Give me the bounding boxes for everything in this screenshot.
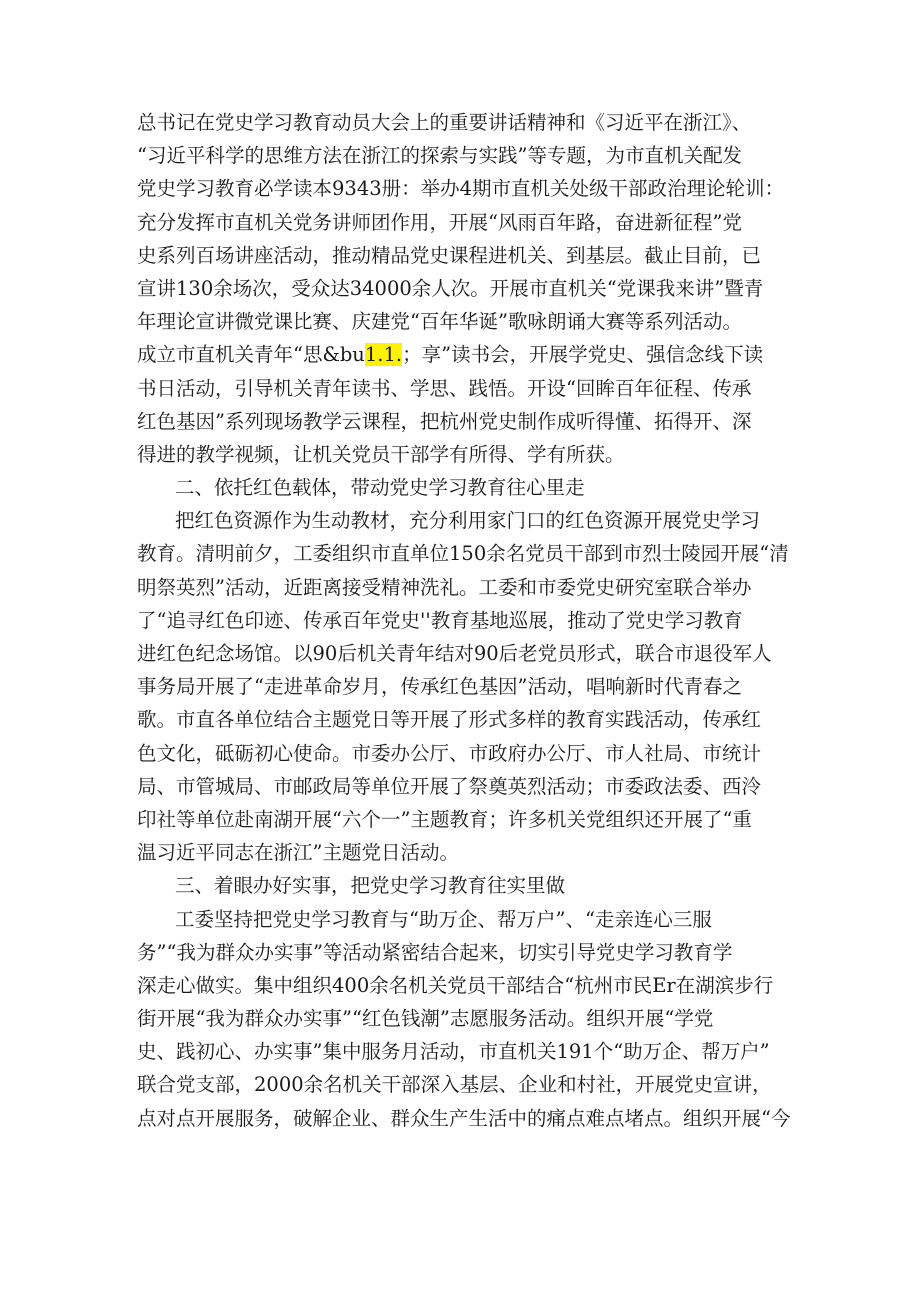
text-line: 色文化，砥砺初心使命。市委办公厅、市政府办公厅、市人社局、市统计 bbox=[137, 741, 762, 765]
text-line: “习近平科学的思维方法在浙江的探索与实践”等专题，为市直机关配发 bbox=[137, 144, 742, 168]
text-line: 了“追寻红色印迹、传承百年党史''教育基地巡展，推动了党史学习教育 bbox=[137, 608, 743, 632]
document-body bbox=[137, 106, 797, 1135]
text-line: 点对点开展服务，破解企业、群众生产生活中的痛点难点堵点。组织开展“今 bbox=[137, 1106, 791, 1130]
text-line: 街开展“我为群众办实事”“红色钱潮”志愿服务活动。组织开展“学党 bbox=[137, 1007, 714, 1031]
text-line: 红色基因”系列现场教学云课程，把杭州党史制作成听得懂、拓得开、深 bbox=[137, 409, 752, 433]
text-line: 把红色资源作为生动教材，充分利用家门口的红色资源开展党史学习 bbox=[175, 509, 761, 533]
text-line: 工委坚持把党史学习教育与“助万企、帮万户”、“走亲连心三服 bbox=[175, 907, 712, 931]
text-line: 进红色纪念场馆。以90后机关青年结对90后老党员形式，联合市退役军人 bbox=[137, 642, 772, 665]
text-line: 充分发挥市直机关党务讲师团作用，开展“风雨百年路，奋进新征程”党 bbox=[137, 210, 742, 234]
text-segment: ；享”读书会，开展学党史、强信念线下读 bbox=[402, 343, 764, 367]
text-line: 事务局开展了“走进革命岁月，传承红色基因”活动，唱响新时代青春之 bbox=[137, 675, 742, 699]
text-line: 联合党支部，2000余名机关干部深入基层、企业和村社，开展党史宣讲， bbox=[137, 1073, 772, 1097]
section-heading: 二、依托红色载体，带动党史学习教育往心里走 bbox=[175, 476, 585, 500]
text-line: 明祭英烈”活动，近距离接受精神洗礼。工委和市委党史研究室联合举办 bbox=[137, 575, 752, 599]
text-line: 务”“我为群众办实事”等活动紧密结合起来，切实引导党史学习教育学 bbox=[137, 940, 733, 964]
text-line: 史、践初心、办实事”集中服务月活动，市直机关191个“助万企、帮万户” bbox=[137, 1040, 770, 1064]
text-line: 总书记在党史学习教育动员大会上的重要讲话精神和《习近平在浙江》、 bbox=[137, 111, 752, 134]
section-heading: 三、着眼办好实事，把党史学习教育往实里做 bbox=[175, 874, 566, 898]
text-line: 年理论宣讲微党课比赛、庆建党“百年华诞”歌咏朗诵大赛等系列活动。 bbox=[137, 310, 742, 334]
text-line: 印社等单位赴南湖开展“六个一”主题教育；许多机关党组织还开展了“重 bbox=[137, 807, 752, 831]
text-line: 温习近平同志在浙江”主题党日活动。 bbox=[137, 841, 459, 865]
text-line: 得进的教学视频，让机关党员干部学有所得、学有所获。 bbox=[137, 442, 625, 466]
text-line: 宣讲130余场次，受众达34000余人次。开展市直机关“党课我来讲”暨青 bbox=[137, 276, 764, 300]
text-line: 书日活动，引导机关青年读书、学思、践悟。开设“回眸百年征程、传承 bbox=[137, 376, 752, 400]
highlighted-text: 1.1. bbox=[364, 343, 403, 367]
text-line: 深走心做实。集中组织400余名机关党员干部结合“杭州市民Er在湖滨步行 bbox=[137, 973, 774, 997]
text-line: 歌。市直各单位结合主题党日等开展了形式多样的教育实践活动，传承红 bbox=[137, 708, 762, 732]
text-line: 党史学习教育必学读本9343册：举办4期市直机关处级干部政治理论轮训： bbox=[137, 177, 785, 201]
text-line: 史系列百场讲座活动，推动精品党史课程进机关、到基层。截止目前，已 bbox=[137, 243, 762, 267]
text-line: 局、市管城局、市邮政局等单位开展了祭奠英烈活动；市委政法委、西泠 bbox=[137, 774, 762, 798]
text-line-highlighted bbox=[137, 338, 797, 371]
text-segment: 成立市直机关青年“思&bu bbox=[137, 343, 365, 367]
text-line: 教育。清明前夕，工委组织市直单位150余名党员干部到市烈士陵园开展“清 bbox=[137, 542, 789, 566]
